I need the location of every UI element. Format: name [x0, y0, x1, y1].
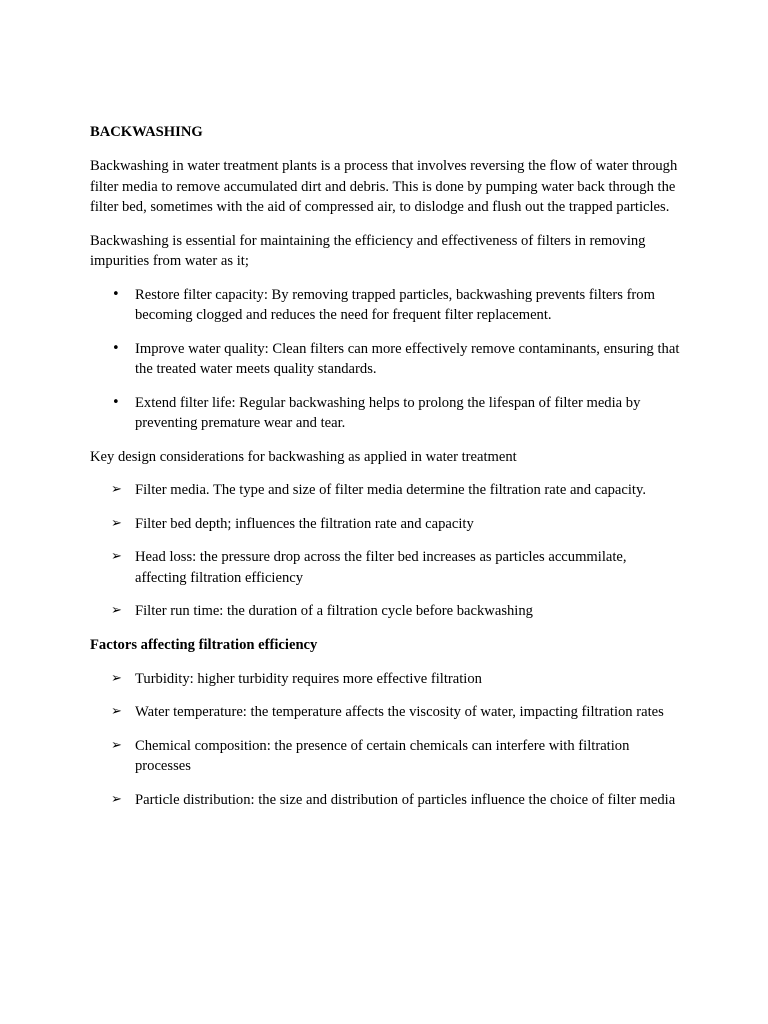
- section-heading-factors: Factors affecting filtration efficiency: [90, 636, 318, 653]
- arrow-bullet-icon: ➢: [111, 549, 122, 564]
- list-item-text: Head loss: the pressure drop across the filter bed increases as particles accummilate, affecting filtration efficiency: [135, 549, 627, 586]
- arrow-list-design: [90, 480, 680, 622]
- list-item: [90, 514, 680, 535]
- arrow-bullet-icon: ➢: [111, 515, 122, 531]
- bullet-icon: •: [112, 340, 120, 356]
- list-item-text: Improve water quality: Clean filters can more effectively remove contaminants, ensuring that the treated water meets quality standards.: [135, 340, 680, 377]
- list-item-text: Turbidity: higher turbidity requires more effective filtration: [135, 670, 482, 687]
- bullet-icon: •: [112, 394, 120, 410]
- list-item-text: Filter run time: the duration of a filtration cycle before backwashing: [135, 603, 533, 619]
- paragraph-design-considerations: Key design considerations for backwashing as applied in water treatment: [90, 448, 517, 465]
- list-item: [90, 790, 680, 811]
- arrow-bullet-icon: ➢: [111, 603, 122, 618]
- paragraph-importance: Backwashing is essential for maintaining the efficiency and effectiveness of filters in removing impurities from water as it;: [90, 232, 646, 269]
- arrow-bullet-icon: ➢: [111, 482, 122, 497]
- list-item-text: Extend filter life: Regular backwashing helps to prolong the lifespan of filter media by preventing premature wear and tear.: [135, 394, 641, 431]
- arrow-bullet-icon: ➢: [111, 670, 122, 686]
- list-item: [90, 736, 680, 777]
- list-item-text: Filter media. The type and size of filter media determine the filtration rate and capacity.: [135, 482, 646, 498]
- arrow-bullet-icon: ➢: [111, 704, 122, 719]
- list-item: [90, 285, 680, 326]
- list-item: [90, 702, 680, 723]
- list-item-text: Chemical composition: the presence of certain chemicals can interfere with filtration processes: [135, 737, 630, 774]
- list-item: [90, 547, 680, 588]
- paragraph-intro: Backwashing in water treatment plants is a process that involves reversing the flow of water through filter media to remove accumulated dirt and debris. This is done by pumping water back through the filter bed, sometimes with the aid of compressed air, to dislodge and flush out the trapped particles.: [90, 158, 678, 215]
- bullet-icon: •: [112, 286, 120, 302]
- section-heading-backwashing: BACKWASHING: [90, 124, 203, 140]
- list-item-text: Filter bed depth; influences the filtration rate and capacity: [135, 515, 474, 532]
- list-item: [90, 601, 680, 622]
- list-item: [90, 669, 680, 690]
- list-item: [90, 480, 680, 501]
- list-item: [90, 393, 680, 434]
- document-body: [90, 122, 680, 823]
- arrow-bullet-icon: ➢: [111, 791, 122, 807]
- list-item-text: Water temperature: the temperature affects the viscosity of water, impacting filtration rates: [135, 704, 664, 720]
- bullet-list-benefits: [90, 285, 680, 434]
- arrow-list-factors: [90, 669, 680, 811]
- list-item-text: Restore filter capacity: By removing trapped particles, backwashing prevents filters from becoming clogged and reduces the need for frequent filter replacement.: [135, 286, 655, 323]
- list-item-text: Particle distribution: the size and distribution of particles influence the choice of filter media: [135, 791, 676, 808]
- arrow-bullet-icon: ➢: [111, 737, 122, 753]
- list-item: [90, 339, 680, 380]
